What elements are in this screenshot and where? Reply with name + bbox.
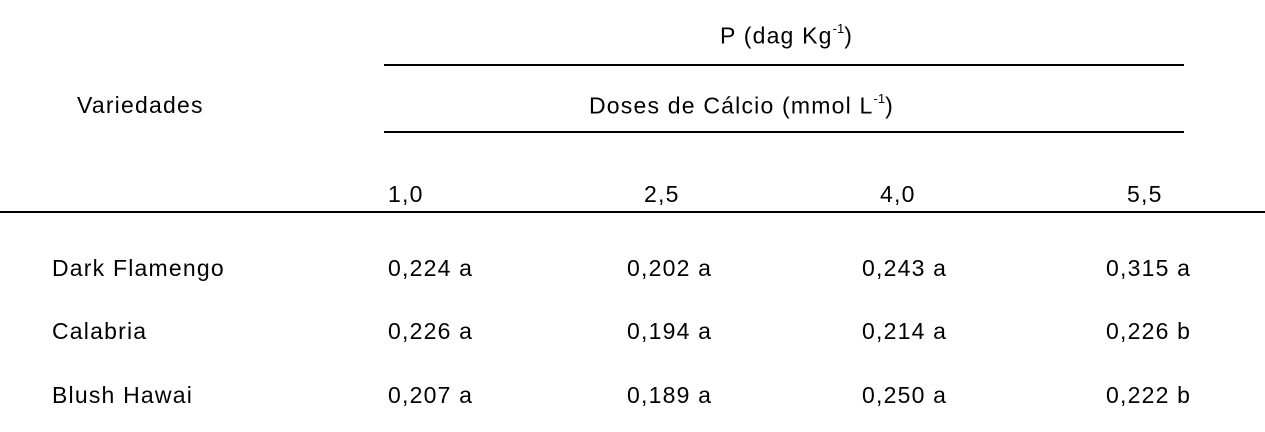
group-header-text: P (dag Kg: [720, 22, 833, 49]
sub-header-text: Doses de Cálcio (mmol L: [589, 92, 874, 119]
table-cell: 0,250 a: [862, 382, 948, 408]
sub-header-superscript: -1: [873, 91, 886, 106]
table-cell: 0,224 a: [388, 255, 474, 281]
table-cell: 0,315 a: [1106, 255, 1192, 281]
dose-column-header: 5,5: [1127, 181, 1163, 207]
variety-name: Dark Flamengo: [52, 255, 225, 281]
sub-header-suffix: ): [885, 92, 894, 119]
sub-header-rule: [384, 131, 1184, 133]
variety-name: Calabria: [52, 318, 148, 344]
table-cell: 0,243 a: [862, 255, 948, 281]
sub-header: [589, 91, 894, 119]
table-cell: 0,222 b: [1106, 382, 1192, 408]
table-cell: 0,226 b: [1106, 318, 1192, 344]
dose-column-header: 4,0: [880, 181, 916, 207]
table-cell: 0,226 a: [388, 318, 474, 344]
table-cell: 0,202 a: [627, 255, 713, 281]
row-header-label: Variedades: [77, 92, 204, 118]
header-bottom-rule: [0, 211, 1265, 213]
group-header: [720, 21, 854, 49]
group-header-rule: [384, 64, 1184, 66]
table-cell: 0,214 a: [862, 318, 948, 344]
dose-column-header: 1,0: [388, 181, 424, 207]
table-cell: 0,194 a: [627, 318, 713, 344]
variety-name: Blush Hawai: [52, 382, 194, 408]
dose-column-header: 2,5: [644, 181, 680, 207]
group-header-superscript: -1: [832, 21, 845, 36]
table-cell: 0,207 a: [388, 382, 474, 408]
table-cell: 0,189 a: [627, 382, 713, 408]
group-header-suffix: ): [844, 22, 854, 49]
